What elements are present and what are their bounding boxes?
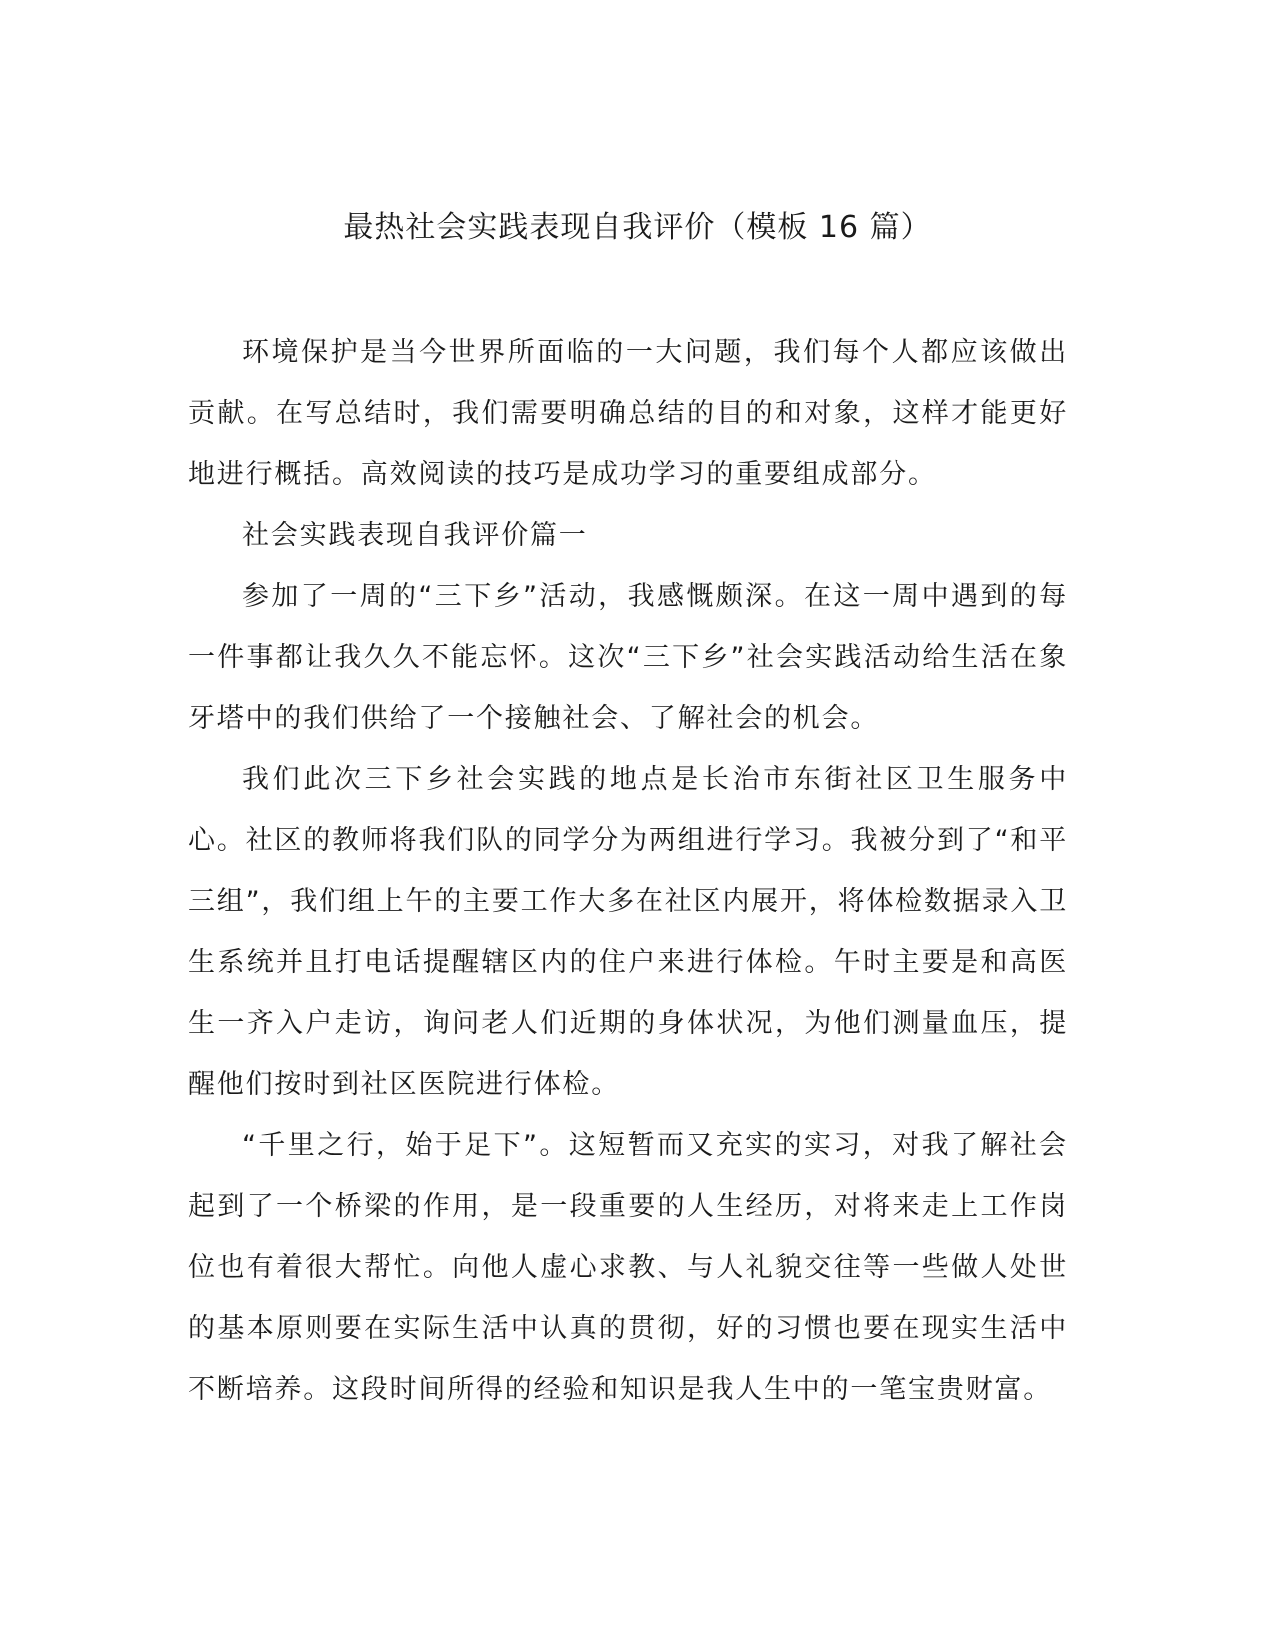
- paragraph-activity: 参加了一周的“三下乡”活动，我感慨颇深。在这一周中遇到的每一件事都让我久久不能忘怀。这次“三下乡”社会实践活动给生活在象牙塔中的我们供给了一个接触社会、了解社会的机会。: [188, 581, 1068, 734]
- paragraph-location: 我们此次三下乡社会实践的地点是长治市东街社区卫生服务中心。社区的教师将我们队的同学分为两组进行学习。我被分到了“和平三组”，我们组上午的主要工作大多在社区内展开，将体检数据录入卫生系统并且打电话提醒辖区内的住户来进行体检。午时主要是和高医生一齐入户走访，询问老人们近期的身体状况，为他们测量血压，提醒他们按时到社区医院进行体检。: [188, 764, 1068, 1100]
- paragraph-reflection: “千里之行，始于足下”。这短暂而又充实的实习，对我了解社会起到了一个桥梁的作用，是一段重要的人生经历，对将来走上工作岗位也有着很大帮忙。向他人虚心求教、与人礼貌交往等一些做人处世的基本原则要在实际生活中认真的贯彻，好的习惯也要在现实生活中不断培养。这段时间所得的经验和知识是我人生中的一笔宝贵财富。: [188, 1130, 1068, 1405]
- document-body: [188, 322, 1068, 1420]
- document-title: 最热社会实践表现自我评价（模板 16 篇）: [343, 210, 932, 245]
- section-heading: 社会实践表现自我评价篇一: [242, 520, 588, 551]
- paragraph-intro: 环境保护是当今世界所面临的一大问题，我们每个人都应该做出贡献。在写总结时，我们需要明确总结的目的和对象，这样才能更好地进行概括。高效阅读的技巧是成功学习的重要组成部分。: [188, 337, 1068, 490]
